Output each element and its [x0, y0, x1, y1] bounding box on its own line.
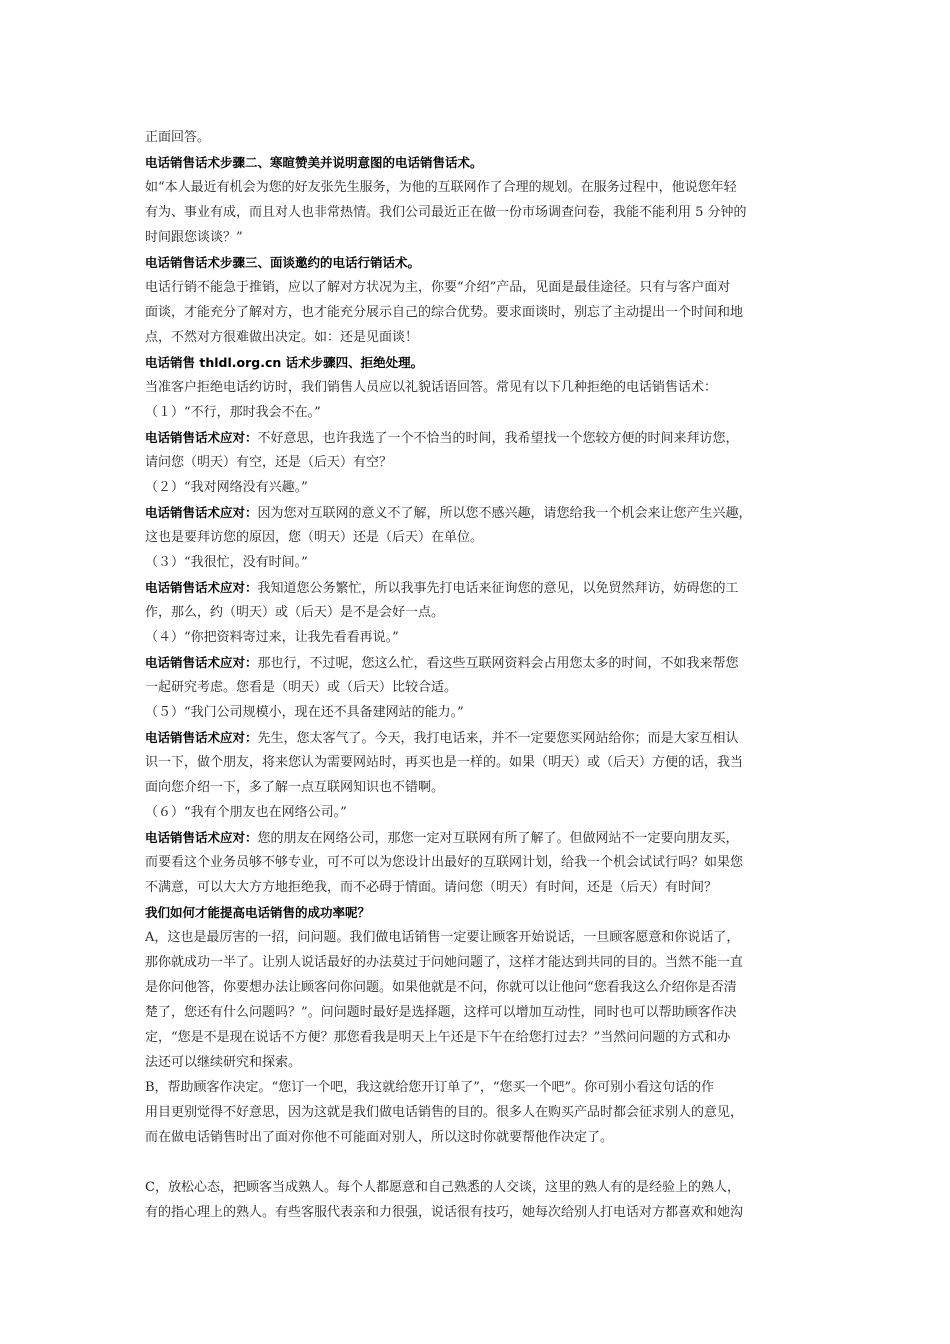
response-text: 先生，您太客气了。今天，我打电话来，并不一定要您买网站给你；而是大家互相认	[257, 731, 739, 746]
paragraph-line: 请问您（明天）有空，还是（后天）有空？	[145, 455, 393, 470]
paragraph-line: 一起研究考虑。您看是（明天）或（后天）比较合适。	[145, 680, 458, 695]
response-text: 您的朋友在网络公司，那您一定对互联网有所了解了。但做网站不一定要向朋友买，	[257, 831, 739, 846]
paragraph-line: B，帮助顾客作决定。“您订一个吧，我这就给您开订单了”，“您买一个吧”。你可别小看这句话的作	[145, 1080, 715, 1095]
paragraph-line: 有的指心理上的熟人。有些客服代表亲和力很强，说话很有技巧，她每次给别人打电话对方都喜欢和她沟	[145, 1205, 744, 1220]
paragraph-line: 不满意，可以大大方方地拒绝我，而不必碍于情面。请问您（明天）有时间，还是（后天）有时间？	[145, 880, 718, 895]
paragraph-line: 时间跟您谈谈？”	[145, 230, 243, 245]
section-heading: 电话销售 thldl.org.cn 话术步骤四、拒绝处理。	[145, 355, 424, 370]
section-heading: 我们如何才能提高电话销售的成功率呢？	[145, 905, 371, 920]
paragraph-line: 面谈，才能充分了解对方，也才能充分展示自己的综合优势。要求面谈时，别忘了主动提出一个时间和地	[145, 305, 744, 320]
paragraph-line: （６）“我有个朋友也在网络公司。”	[145, 805, 347, 820]
section-heading: 电话销售话术步骤三、面谈邀约的电话行销话术。	[145, 255, 421, 270]
response-label: 电话销售话术应对：	[145, 730, 258, 745]
paragraph-line: 而在做电话销售时出了面对你他不可能面对别人，所以这时你就要帮他作决定了。	[145, 1130, 614, 1145]
response-label: 电话销售话术应对：	[145, 830, 258, 845]
document-body	[145, 125, 815, 1225]
paragraph-line: C，放松心态，把顾客当成熟人。每个人都愿意和自己熟悉的人交谈，这里的熟人有的是经验上的熟人，	[145, 1180, 740, 1195]
response-text: 因为您对互联网的意义不了解，所以您不感兴趣，请您给我一个机会来让您产生兴趣，	[257, 506, 752, 521]
paragraph-line: （２）“我对网络没有兴趣。”	[145, 480, 308, 495]
paragraph-line: 法还可以继续研究和探索。	[145, 1055, 302, 1070]
response-paragraph-line	[145, 825, 815, 850]
paragraph-line: 那你就成功一半了。让别人说话最好的办法莫过于问她问题了，这样才能达到共同的目的。当然不能一直	[145, 955, 744, 970]
paragraph-line: 点，不然对方很难做出决定。如：还是见面谈！	[145, 330, 419, 345]
response-label: 电话销售话术应对：	[145, 505, 258, 520]
paragraph-line: 而要看这个业务员够不够专业，可不可以为您设计出最好的互联网计划，给我一个机会试试行吗？如果您	[145, 855, 744, 870]
paragraph-line: 识一下，做个朋友，将来您认为需要网站时，再买也是一样的。如果（明天）或（后天）方便的话，我当	[145, 755, 744, 770]
paragraph-line: （４）“你把资料寄过来，让我先看看再说。”	[145, 630, 399, 645]
paragraph-line: 面向您介绍一下，多了解一点互联网知识也不错啊。	[145, 780, 445, 795]
paragraph-line: 电话行销不能急于推销，应以了解对方状况为主，你要“介绍”产品，见面是最佳途径。只有与客户面对	[145, 280, 731, 295]
response-label: 电话销售话术应对：	[145, 580, 258, 595]
response-paragraph-line	[145, 725, 815, 750]
blank-line	[145, 1150, 815, 1175]
response-text: 我知道您公务繁忙，所以我事先打电话来征询您的意见，以免贸然拜访，妨碍您的工	[257, 581, 739, 596]
response-paragraph-line	[145, 650, 815, 675]
paragraph-line: （５）“我门公司规模小，现在还不具备建网站的能力。”	[145, 705, 464, 720]
paragraph-line: 当准客户拒绝电话约访时，我们销售人员应以礼貌话语回答。常见有以下几种拒绝的电话销售话术：	[145, 380, 718, 395]
section-heading: 电话销售话术步骤二、寒暄赞美并说明意图的电话销售话术。	[145, 155, 483, 170]
paragraph-line: A，这也是最厉害的一招，问问题。我们做电话销售一定要让顾客开始说话，一旦顾客愿意和你说话了，	[145, 930, 740, 945]
paragraph-line: （１）“不行，那时我会不在。”	[145, 405, 321, 420]
response-label: 电话销售话术应对：	[145, 430, 258, 445]
paragraph-line: 用目更别觉得不好意思，因为这就是我们做电话销售的目的。很多人在购买产品时都会征求别人的意见，	[145, 1105, 744, 1120]
response-label: 电话销售话术应对：	[145, 655, 258, 670]
response-text: 那也行，不过呢，您这么忙，看这些互联网资料会占用您太多的时间，不如我来帮您	[257, 656, 739, 671]
paragraph-line: 这也是要拜访您的原因，您（明天）还是（后天）在单位。	[145, 530, 484, 545]
paragraph-line: 正面回答。	[145, 130, 211, 145]
paragraph-line: 有为、事业有成，而且对人也非常热情。我们公司最近正在做一份市场调查问卷，我能不能利用 5 分钟的	[145, 205, 747, 220]
paragraph-line: 如“本人最近有机会为您的好友张先生服务，为他的互联网作了合理的规划。在服务过程中，他说您年轻	[145, 180, 737, 195]
paragraph-line: 楚了，您还有什么问题吗？”。问问题时最好是选择题，这样可以增加互动性，同时也可以帮助顾客作决	[145, 1005, 737, 1020]
response-paragraph-line	[145, 575, 815, 600]
paragraph-line: 作，那么，约（明天）或（后天）是不是会好一点。	[145, 605, 445, 620]
paragraph-line: 定，“您是不是现在说话不方便？那您看我是明天上午还是下午在给您打过去？”当然问问题的方式和办	[145, 1030, 731, 1045]
response-paragraph-line	[145, 500, 815, 525]
paragraph-line: 是你问他答，你要想办法让顾客问你问题。如果他就是不问，你就可以让他问“您看我这么介绍你是否清	[145, 980, 737, 995]
response-paragraph-line	[145, 425, 815, 450]
paragraph-line: （３）“我很忙，没有时间。”	[145, 555, 308, 570]
response-text: 不好意思，也许我选了一个不恰当的时间，我希望找一个您较方便的时间来拜访您，	[257, 431, 739, 446]
